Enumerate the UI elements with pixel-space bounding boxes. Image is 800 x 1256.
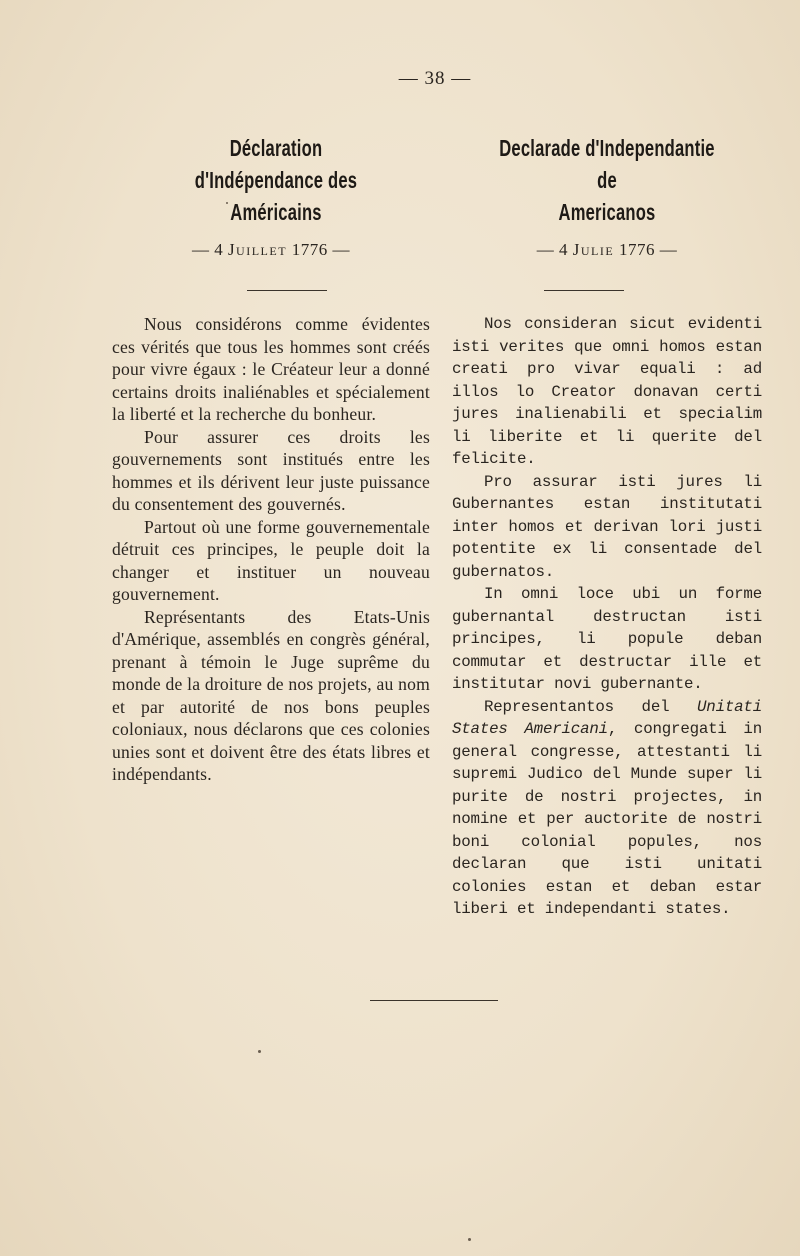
interlingua-divider: [544, 290, 624, 291]
french-divider: [247, 290, 327, 291]
french-title-line-2: Américains: [230, 199, 322, 225]
interlingua-paragraph-4-before: Representantos del: [484, 697, 698, 716]
end-rule: [370, 1000, 498, 1001]
interlingua-title: [495, 132, 718, 228]
page-number: — 38 —: [398, 68, 472, 89]
french-paragraph-2: Pour assurer ces droits les gouvernements sont institués entre les hommes et ils dérivent leur juste puissance du consentement des gouvernés.: [112, 426, 430, 514]
french-date: [112, 240, 430, 260]
interlingua-paragraph-1: Nos consideran sicut evidenti isti verites que omni homos estan creati pro vivar equali : ad illos lo Creator donavan certi jures inalienabili et specialim li liberite et li querite del felicite.: [452, 315, 762, 468]
paper-speck: [468, 1238, 471, 1241]
interlingua-date-suffix: 1776 —: [614, 240, 678, 259]
interlingua-title-line-2: Americanos: [558, 199, 656, 225]
interlingua-paragraph-4-after: , congregati in general congresse, attestanti li supremi Judico del Munde super li purite de nostri projectes, in nomine et per auctorite de nostri boni colonial popules, nos declaran que isti unitati colonies estan et deban estar liberi et independanti states.: [452, 720, 762, 918]
french-column: [112, 132, 430, 786]
french-paragraph-4: Représentants des Etats-Unis d'Amérique, assemblés en congrès général, prenant à témoin le Juge suprême du monde de la droiture de nos projets, au nom et par autorité de nos bons peuples coloniaux, nous déclarons que ces colonies unies sont et doivent être des états libres et indépendants.: [112, 606, 430, 784]
paper-speck: [258, 1050, 261, 1053]
interlingua-paragraph-4: [452, 696, 762, 921]
interlingua-body: [452, 313, 762, 921]
french-paragraph-3: Partout où une forme gouvernementale détruit ces principes, le peuple doit la changer et instituer un nouveau gouvernement.: [112, 516, 430, 604]
french-date-prefix: — 4: [191, 240, 228, 259]
interlingua-paragraph-4-italic: Unitati States Americani: [452, 697, 762, 738]
interlingua-title-line-1: Declarade d'Independantie de: [499, 135, 715, 193]
french-date-month: Juillet: [227, 240, 288, 259]
french-title-line-1: Déclaration d'Indépendance des: [194, 135, 358, 193]
interlingua-date: [452, 240, 762, 260]
interlingua-paragraph-2: Pro assurar isti jures li Gubernantes estan institutati inter homos et derivan lori justi potentite ex li consentade del gubernatos.: [452, 472, 762, 581]
french-title: [165, 132, 387, 228]
paper-speck: [226, 202, 228, 204]
interlingua-date-prefix: — 4: [536, 240, 573, 259]
french-body: [112, 313, 430, 786]
french-paragraph-1: Nous considérons comme évidentes ces vérités que tous les hommes sont créés pour vivre égaux : le Créateur leur a donné certains droits inaliénables et spécialement la liberté et la recherche du bonheur.: [112, 314, 430, 424]
interlingua-paragraph-3: In omni loce ubi un forme gubernantal destructan isti principes, li popule deban commutar et destructar ille et institutar novi gubernante.: [452, 585, 762, 693]
interlingua-column: [452, 132, 762, 921]
interlingua-date-month: Julie: [572, 240, 615, 259]
french-date-suffix: 1776 —: [287, 240, 351, 259]
